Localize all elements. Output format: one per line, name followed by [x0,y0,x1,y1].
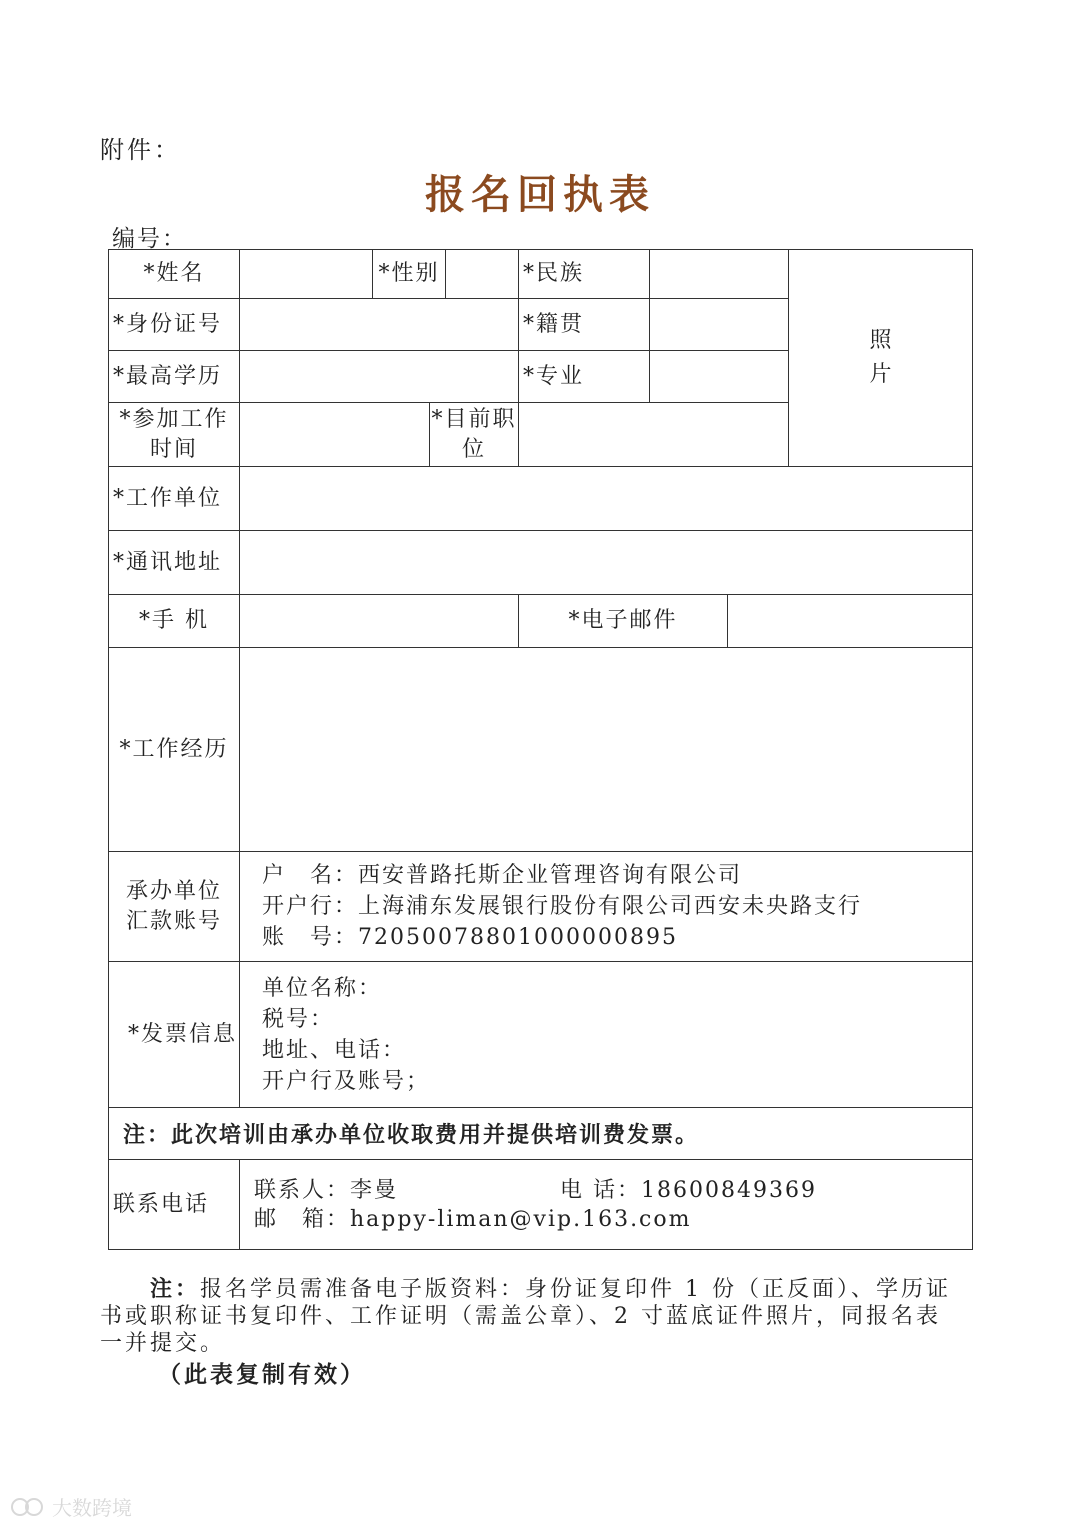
education-label: *最高学历 [109,351,240,403]
photo-box [789,250,973,467]
fee-note: 注：此次培训由承办单位收取费用并提供培训费发票。 [109,1108,973,1160]
major-field[interactable] [650,351,789,403]
name-label: *姓名 [109,250,240,299]
address-label: *通讯地址 [109,531,240,595]
position-field[interactable] [519,403,789,467]
registration-form [108,249,973,1250]
serial-number-label: 编号： [112,226,187,252]
attachment-label: 附件： [100,136,181,164]
validity-note: （此表复制有效） [158,1361,366,1388]
ethnicity-field[interactable] [650,250,789,299]
page-title: 报名回执表 [425,171,655,218]
experience-label: *工作经历 [109,648,240,852]
mobile-label: *手 机 [109,595,240,648]
id-number-field[interactable] [240,299,519,351]
email-label: *电子邮件 [519,595,728,648]
experience-field[interactable] [240,648,973,852]
gender-field[interactable] [446,250,519,299]
address-field[interactable] [240,531,973,595]
native-place-field[interactable] [650,299,789,351]
invoice-bank: 开户行及账号； [262,1068,431,1094]
employer-field[interactable] [240,467,973,531]
contact-phone: 电 话：18600849369 [560,1177,817,1203]
education-field[interactable] [240,351,519,403]
account-number: 账 号：72050078801000000895 [262,925,678,950]
watermark-logo-icon [10,1495,46,1519]
work-start-field[interactable] [240,403,430,467]
major-label: *专业 [519,351,650,403]
name-field[interactable] [240,250,373,299]
footnote-text: 报名学员需准备电子版资料：身份证复印件 1 份（正反面）、学历证书或职称证书复印件、工作证明（需盖公章）、2 寸蓝底证件照片，同报名表一并提交。 [100,1277,952,1356]
work-start-label-line2: 时间 [149,436,198,462]
work-start-label-line1: *参加工作 [119,406,229,432]
photo-label-line2: 片 [869,362,892,387]
account-name: 户 名：西安普路托斯企业管理咨询有限公司 [262,863,743,888]
account-info [240,852,973,962]
invoice-label: *发票信息 [109,962,240,1108]
contact-label: 联系电话 [109,1160,240,1250]
ethnicity-label: *民族 [519,250,650,299]
invoice-address: 地址、电话： [262,1037,407,1063]
photo-label-line1: 照 [869,328,892,353]
invoice-tax: 税号： [262,1006,335,1032]
native-place-label: *籍贯 [519,299,650,351]
work-start-label [109,403,240,467]
account-label [109,852,240,962]
watermark [10,1492,132,1521]
watermark-text: 大数跨境 [52,1496,132,1520]
position-label: *目前职位 [430,403,519,467]
gender-label: *性别 [373,250,446,299]
contact-info [240,1160,973,1250]
contact-person: 联系人：李曼 [254,1177,399,1203]
account-label-line1: 承办单位 [125,878,222,904]
mobile-field[interactable] [240,595,519,648]
account-bank: 开户行：上海浦东发展银行股份有限公司西安未央路支行 [262,894,863,919]
footnote-prefix: 注： [150,1276,201,1302]
account-label-line2: 汇款账号 [125,908,222,934]
contact-email: 邮 箱：happy-liman@vip.163.com [254,1206,692,1232]
id-number-label: *身份证号 [109,299,240,351]
footnote [100,1276,965,1357]
email-field[interactable] [728,595,973,648]
invoice-company: 单位名称： [262,975,383,1001]
invoice-info [240,962,973,1108]
employer-label: *工作单位 [109,467,240,531]
